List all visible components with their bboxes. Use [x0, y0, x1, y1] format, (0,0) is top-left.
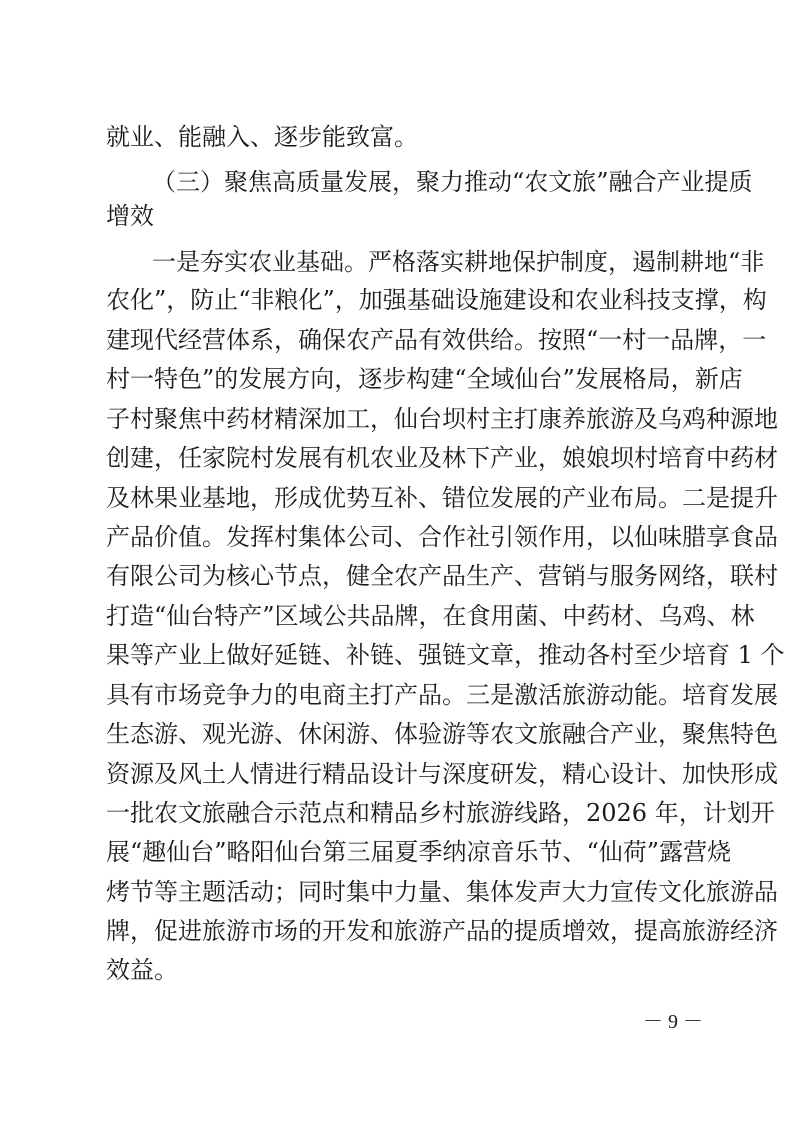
text-line-20: 烤节等主题活动；同时集中力量、集体发声大力宣传文化旅游品	[106, 878, 778, 906]
text-line-5: 农化”，防止“非粮化”，加强基础设施建设和农业科技支撑，构	[106, 286, 767, 314]
text-line-4: 一是夯实农业基础。严格落实耕地保护制度，遏制耕地“非	[152, 248, 765, 276]
text-line-8: 子村聚焦中药材精深加工，仙台坝村主打康养旅游及乌鸡种源地	[106, 405, 778, 433]
section-heading-line-2: 增效	[106, 202, 154, 230]
text-line-15: 具有市场竞争力的电商主打产品。三是激活旅游动能。培育发展	[106, 681, 778, 709]
text-line-18: 一批农文旅融合示范点和精品乡村旅游线路，2026 年，计划开	[106, 799, 775, 827]
text-line-17: 资源及风土人情进行精品设计与深度研发，精心设计、加快形成	[106, 760, 778, 788]
text-line-1: 就业、能融入、逐步能致富。	[106, 123, 418, 151]
text-line-10: 及林果业基地，形成优势互补、错位发展的产业布局。二是提升	[106, 484, 778, 512]
text-line-6: 建现代经营体系，确保农产品有效供给。按照“一村一品牌，一	[106, 326, 767, 354]
text-line-13: 打造“仙台特产”区域公共品牌，在食用菌、中药材、乌鸡、林	[106, 602, 755, 630]
text-line-9: 创建，任家院村发展有机农业及林下产业，娘娘坝村培育中药材	[106, 444, 778, 472]
text-line-12: 有限公司为核心节点，健全农产品生产、营销与服务网络，联村	[106, 562, 778, 590]
text-line-19: 展“趣仙台”略阳仙台第三届夏季纳凉音乐节、“仙荷”露营烧	[106, 838, 732, 866]
section-heading-line-1: （三）聚焦高质量发展，聚力推动“农文旅”融合产业提质	[152, 168, 753, 196]
text-line-21: 牌，促进旅游市场的开发和旅游产品的提质增效，提高旅游经济	[106, 917, 778, 945]
text-line-14: 果等产业上做好延链、补链、强链文章，推动各村至少培育 1 个	[106, 641, 785, 669]
text-line-11: 产品价值。发挥村集体公司、合作社引领作用，以仙味腊享食品	[106, 523, 778, 551]
page-number: － 9 －	[643, 1011, 703, 1033]
text-line-22: 效益。	[106, 956, 178, 984]
text-line-7: 村一特色”的发展方向，逐步构建“全域仙台”发展格局，新店	[106, 365, 743, 393]
text-line-16: 生态游、观光游、休闲游、体验游等农文旅融合产业，聚焦特色	[106, 720, 778, 748]
